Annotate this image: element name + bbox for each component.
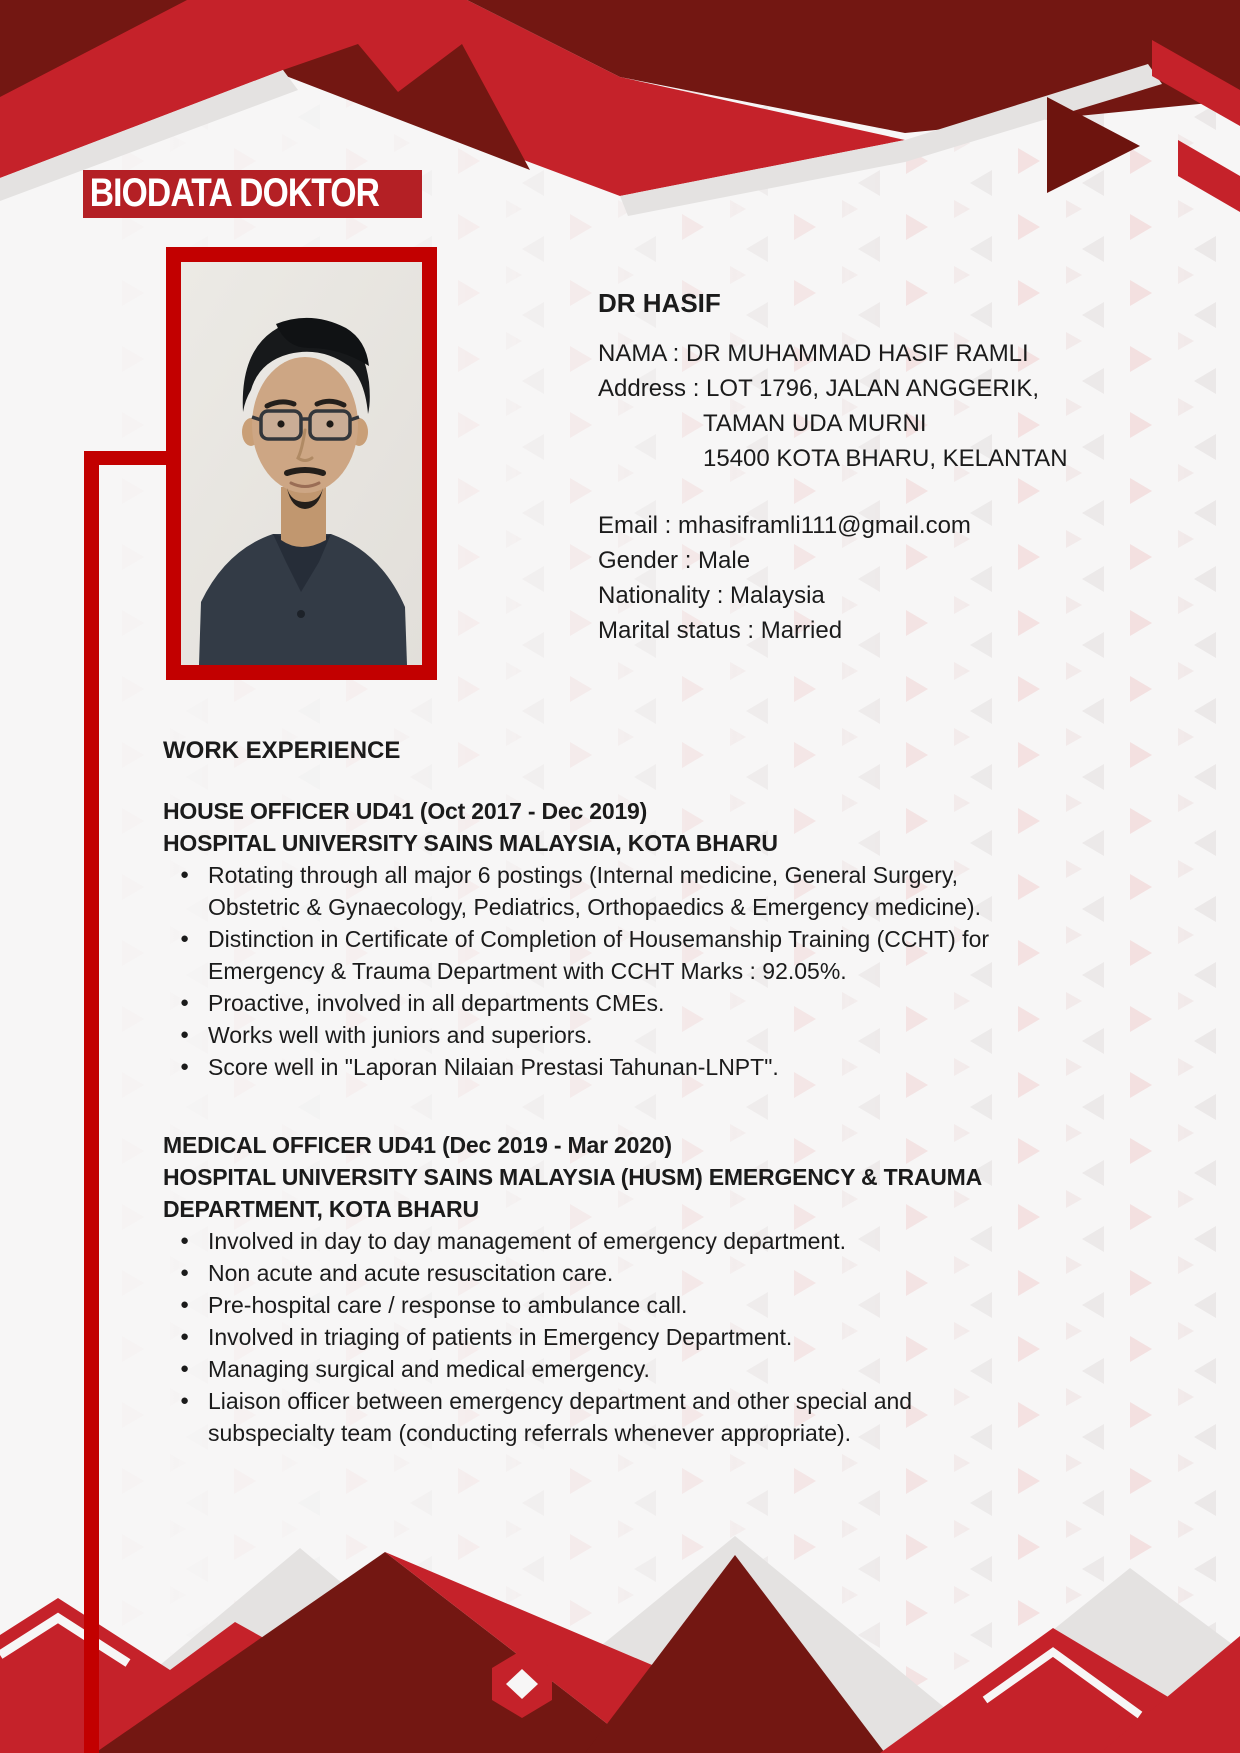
bullet-icon: ● xyxy=(180,866,190,883)
bullet-icon: ● xyxy=(180,1328,190,1345)
bullet-icon: ● xyxy=(180,930,190,947)
profile-heading: DR HASIF xyxy=(598,288,721,318)
list-item: ● Pre-hospital care / response to ambulance call. xyxy=(163,1289,1038,1321)
list-item: ● Non acute and acute resuscitation care. xyxy=(163,1257,1038,1289)
bullet-icon: ● xyxy=(180,1296,190,1313)
job-bullet-list xyxy=(163,1225,1038,1449)
list-item: ● Score well in "Laporan Nilaian Prestasi Tahunan-LNPT". xyxy=(163,1051,1038,1083)
profile-gender-line: Gender : Male xyxy=(598,547,751,574)
bullet-icon: ● xyxy=(180,1392,190,1409)
list-item: ● Involved in day to day management of emergency department. xyxy=(163,1225,1038,1257)
list-item: ● Managing surgical and medical emergency. xyxy=(163,1353,1038,1385)
profile-name-line: NAMA : DR MUHAMMAD HASIF RAMLI xyxy=(598,340,1029,367)
job-employer: HOSPITAL UNIVERSITY SAINS MALAYSIA, KOTA BHARU xyxy=(163,830,778,856)
job-title: HOUSE OFFICER UD41 (Oct 2017 - Dec 2019) xyxy=(163,798,648,824)
profile-address-line3: 15400 KOTA BHARU, KELANTAN xyxy=(703,445,1068,472)
list-item: ● Rotating through all major 6 postings (Internal medicine, General Surgery, Obstetric & Gynaecology, Pediatrics, Orthopaedics & Emergency medicine). xyxy=(163,859,1038,923)
job-employer: HOSPITAL UNIVERSITY SAINS MALAYSIA (HUSM) EMERGENCY & TRAUMA DEPARTMENT, KOTA BHARU xyxy=(163,1164,982,1222)
bullet-icon: ● xyxy=(180,1026,190,1043)
job-entry-house-officer xyxy=(163,795,1038,1083)
doctor-photo xyxy=(181,262,422,665)
list-item: ● Works well with juniors and superiors. xyxy=(163,1019,1038,1051)
bullet-icon: ● xyxy=(180,1264,190,1281)
page-title: BIODATA DOKTOR xyxy=(89,171,380,215)
profile-email-line: Email : mhasiframli111@gmail.com xyxy=(598,512,971,539)
bullet-icon: ● xyxy=(180,994,190,1011)
photo-frame xyxy=(166,247,437,680)
bullet-icon: ● xyxy=(180,1360,190,1377)
profile-address-line1: Address : LOT 1796, JALAN ANGGERIK, xyxy=(598,375,1040,402)
list-item: ● Involved in triaging of patients in Emergency Department. xyxy=(163,1321,1038,1353)
profile-nationality-line: Nationality : Malaysia xyxy=(598,582,825,609)
work-experience-heading: WORK EXPERIENCE xyxy=(163,737,401,764)
profile-marital-line: Marital status : Married xyxy=(598,617,843,644)
profile-address-line2: TAMAN UDA MURNI xyxy=(703,410,927,437)
profile-info xyxy=(598,288,1068,648)
bullet-icon: ● xyxy=(180,1232,190,1249)
job-bullet-list xyxy=(163,859,1038,1083)
list-item: ● Liaison officer between emergency department and other special and subspecialty team (conducting referrals whenever appropriate). xyxy=(163,1385,1038,1449)
title-banner xyxy=(83,170,422,218)
list-item: ● Distinction in Certificate of Completion of Housemanship Training (CCHT) for Emergency & Trauma Department with CCHT Marks : 92.05%. xyxy=(163,923,1038,987)
work-experience-section xyxy=(163,737,1038,1449)
job-title: MEDICAL OFFICER UD41 (Dec 2019 - Mar 2020) xyxy=(163,1132,672,1158)
bullet-icon: ● xyxy=(180,1058,190,1075)
job-entry-medical-officer xyxy=(163,1129,1038,1449)
list-item: ● Proactive, involved in all departments CMEs. xyxy=(163,987,1038,1019)
